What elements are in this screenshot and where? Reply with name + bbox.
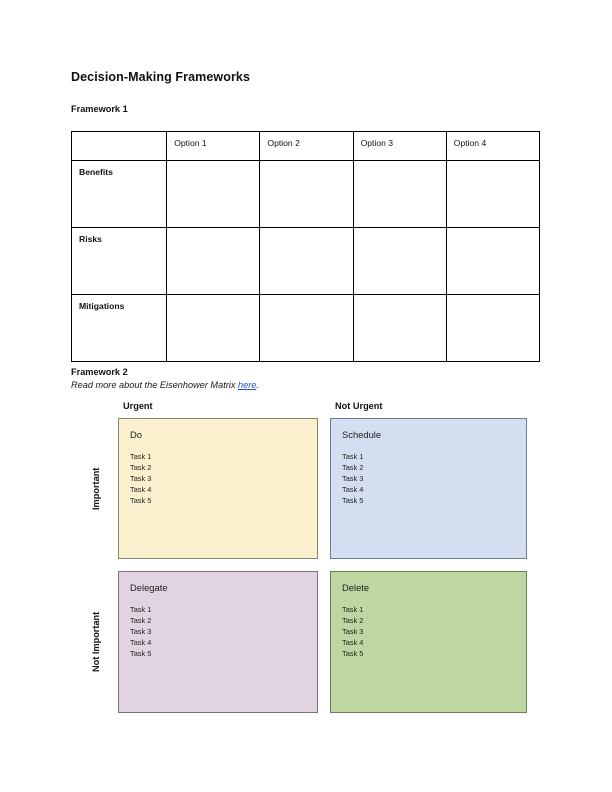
table-cell-mitigations-option-3[interactable] (353, 295, 446, 362)
table-row-label-benefits: Benefits (72, 161, 167, 228)
list-item[interactable]: Task 3 (130, 626, 152, 636)
eisenhower-note (71, 380, 259, 390)
list-item[interactable]: Task 5 (342, 648, 364, 658)
eisenhower-note-text: Read more about the Eisenhower Matrix (71, 380, 238, 390)
table-row (72, 228, 540, 295)
list-item[interactable]: Task 3 (342, 473, 364, 483)
quadrant-title-do: Do (130, 429, 142, 440)
table-header-row (72, 132, 540, 161)
quadrant-title-delete: Delete (342, 582, 370, 593)
quadrant-title-delegate: Delegate (130, 582, 168, 593)
list-item[interactable]: Task 5 (342, 495, 364, 505)
list-item[interactable]: Task 5 (130, 495, 152, 505)
quadrant-task-list-schedule (342, 452, 515, 507)
framework-1-heading: Framework 1 (71, 104, 128, 114)
list-item[interactable]: Task 4 (130, 637, 152, 647)
table-cell-benefits-option-4[interactable] (446, 161, 539, 228)
list-item[interactable]: Task 1 (130, 605, 152, 614)
list-item[interactable]: Task 2 (342, 462, 364, 472)
matrix-row-header-not-important: Not Important (91, 611, 101, 673)
list-item[interactable]: Task 3 (130, 473, 152, 483)
framework-1-table (71, 131, 540, 362)
eisenhower-note-period: . (256, 380, 259, 390)
quadrant-task-list-delete (342, 605, 515, 660)
list-item[interactable]: Task 1 (342, 452, 364, 461)
list-item[interactable]: Task 3 (342, 626, 364, 636)
table-header-option-2: Option 2 (260, 132, 353, 161)
matrix-row-header-important: Important (91, 467, 101, 510)
table-header-corner (72, 132, 167, 161)
table-cell-mitigations-option-1[interactable] (167, 295, 260, 362)
table-cell-risks-option-4[interactable] (446, 228, 539, 295)
table-cell-risks-option-2[interactable] (260, 228, 353, 295)
table-row (72, 161, 540, 228)
table-header-option-4: Option 4 (446, 132, 539, 161)
table-cell-mitigations-option-4[interactable] (446, 295, 539, 362)
list-item[interactable]: Task 4 (130, 484, 152, 494)
matrix-quadrant-do[interactable] (118, 418, 318, 559)
list-item[interactable]: Task 2 (130, 462, 152, 472)
matrix-quadrant-delegate[interactable] (118, 571, 318, 713)
list-item[interactable]: Task 1 (130, 452, 152, 461)
list-item[interactable]: Task 2 (342, 615, 364, 625)
table-cell-benefits-option-1[interactable] (167, 161, 260, 228)
page-title: Decision-Making Frameworks (71, 70, 251, 84)
list-item[interactable]: Task 4 (342, 637, 364, 647)
framework-2-heading: Framework 2 (71, 367, 128, 377)
list-item[interactable]: Task 5 (130, 648, 152, 658)
list-item[interactable]: Task 4 (342, 484, 364, 494)
table-cell-benefits-option-3[interactable] (353, 161, 446, 228)
matrix-column-header-not-urgent: Not Urgent (335, 401, 383, 411)
table-row-label-mitigations: Mitigations (72, 295, 167, 362)
table-cell-risks-option-3[interactable] (353, 228, 446, 295)
table-header-option-1: Option 1 (167, 132, 260, 161)
table-row (72, 295, 540, 362)
table-cell-benefits-option-2[interactable] (260, 161, 353, 228)
list-item[interactable]: Task 2 (130, 615, 152, 625)
table-row-label-risks: Risks (72, 228, 167, 295)
matrix-column-header-urgent: Urgent (123, 401, 153, 411)
quadrant-title-schedule: Schedule (342, 429, 382, 440)
quadrant-task-list-delegate (130, 605, 306, 660)
eisenhower-matrix-link[interactable]: here (238, 380, 257, 390)
list-item[interactable]: Task 1 (342, 605, 364, 614)
matrix-quadrant-delete[interactable] (330, 571, 527, 713)
table-header-option-3: Option 3 (353, 132, 446, 161)
table-cell-risks-option-1[interactable] (167, 228, 260, 295)
table-cell-mitigations-option-2[interactable] (260, 295, 353, 362)
quadrant-task-list-do (130, 452, 306, 507)
matrix-quadrant-schedule[interactable] (330, 418, 527, 559)
